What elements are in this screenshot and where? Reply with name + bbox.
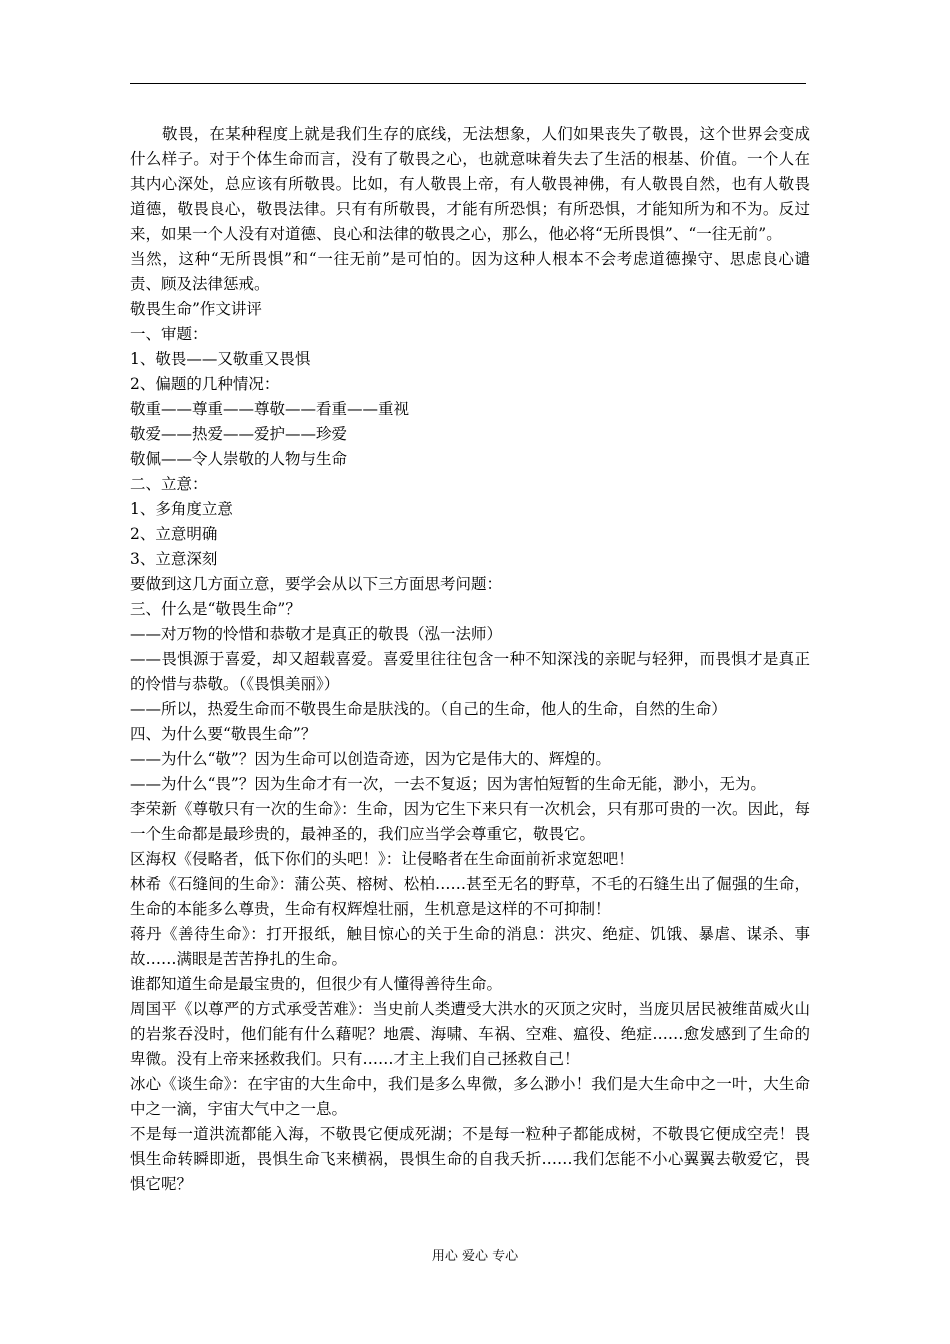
paragraph: ——为什么“畏”？因为生命才有一次，一去不复返；因为害怕短暂的生命无能，渺小，无为。 (130, 775, 766, 793)
list-item: 1、敬畏——又敬重又畏惧 (130, 350, 311, 368)
quote-paragraph: 林希《石缝间的生命》：蒲公英、榕树、松柏……甚至无名的野草，不毛的石缝生出了倔强的生命，生命的本能多么尊贵，生命有权辉煌壮丽，生机意是这样的不可抑制！ (130, 875, 810, 918)
paragraph: 敬重——尊重——尊敬——看重——重视 (130, 400, 410, 418)
quote-paragraph: 周国平《以尊严的方式承受苦难》：当史前人类遭受大洪水的灭顶之灾时，当庞贝居民被维苗威火山的岩浆吞没时，他们能有什么藉呢？地震、海啸、车祸、空难、瘟役、绝症……愈发感到了生命的卑微。没有上帝来拯救我们。只有……才主上我们自己拯救自己！ (130, 1000, 810, 1068)
section-title: 敬畏生命”作文讲评 (130, 300, 262, 318)
heading-liyi: 二、立意： (130, 475, 208, 493)
quote-paragraph: 李荣新《尊敬只有一次的生命》：生命，因为它生下来只有一次机会，只有那可贵的一次。因此，每一个生命都是最珍贵的，最神圣的，我们应当学会尊重它，敬畏它。 (130, 800, 810, 843)
list-item: 2、偏题的几种情况： (130, 375, 280, 393)
list-item: 1、多角度立意 (130, 500, 233, 518)
paragraph: ——为什么“敬”？因为生命可以创造奇迹，因为它是伟大的、辉煌的。 (130, 750, 611, 768)
document-body (130, 122, 810, 1197)
paragraph: ——畏惧源于喜爱，却又超载喜爱。喜爱里往往包含一种不知深浅的亲昵与轻狎，而畏惧才是真正的怜惜与恭敬。（《畏惧美丽》） (130, 650, 810, 693)
heading-what: 三、什么是“敬畏生命”？ (130, 600, 301, 618)
quote-paragraph: 冰心《谈生命》：在宇宙的大生命中，我们是多么卑微，多么渺小！我们是大生命中之一叶，大生命中之一滴，宇宙大气中之一息。 (130, 1075, 810, 1118)
intro-paragraph: 敬畏，在某种程度上就是我们生存的底线，无法想象，人们如果丧失了敬畏，这个世界会变成什么样子。对于个体生命而言，没有了敬畏之心，也就意味着失去了生活的根基、价值。一个人在其内心深处，总应该有所敬畏。比如，有人敬畏上帝，有人敬畏神佛，有人敬畏自然，也有人敬畏道德，敬畏良心，敬畏法律。只有有所敬畏，才能有所恐惧；有所恐惧，才能知所为和不为。反过来，如果一个人没有对道德、良心和法律的敬畏之心，那么，他必将“无所畏惧”、“一往无前”。 (130, 125, 810, 243)
list-item: 2、立意明确 (130, 525, 218, 543)
quote-paragraph: 区海权《侵略者，低下你们的头吧！》：让侵略者在生命面前祈求宽恕吧！ (130, 850, 634, 868)
paragraph: 要做到这几方面立意，要学会从以下三方面思考问题： (130, 575, 503, 593)
heading-why: 四、为什么要“敬畏生命”？ (130, 725, 317, 743)
paragraph: ——对万物的怜惜和恭敬才是真正的敬畏（泓一法师） (130, 625, 503, 643)
list-item: 3、立意深刻 (130, 550, 218, 568)
paragraph: 敬佩——令人崇敬的人物与生命 (130, 450, 348, 468)
page-footer: 用心 爱心 专心 (431, 1249, 519, 1264)
paragraph: 谁都知道生命是最宝贵的，但很少有人懂得善待生命。 (130, 975, 503, 993)
paragraph: 当然，这种“无所畏惧”和“一往无前”是可怕的。因为这种人根本不会考虑道德操守、思虑良心谴责、顾及法律惩戒。 (130, 250, 810, 293)
heading-shenti: 一、审题： (130, 325, 208, 343)
header-rule (130, 83, 806, 84)
paragraph: ——所以，热爱生命而不敬畏生命是肤浅的。（自己的生命，他人的生命，自然的生命） (130, 700, 727, 718)
closing-paragraph: 不是每一道洪流都能入海，不敬畏它便成死湖；不是每一粒种子都能成树，不敬畏它便成空壳！畏惧生命转瞬即逝，畏惧生命飞来横祸，畏惧生命的自我夭折……我们怎能不小心翼翼去敬爱它，畏惧它呢？ (130, 1125, 810, 1193)
quote-paragraph: 蒋丹《善待生命》：打开报纸，触目惊心的关于生命的消息：洪灾、绝症、饥饿、暴虐、谋杀、事故……满眼是苦苦挣扎的生命。 (130, 925, 810, 968)
paragraph: 敬爱——热爱——爱护——珍爱 (130, 425, 348, 443)
